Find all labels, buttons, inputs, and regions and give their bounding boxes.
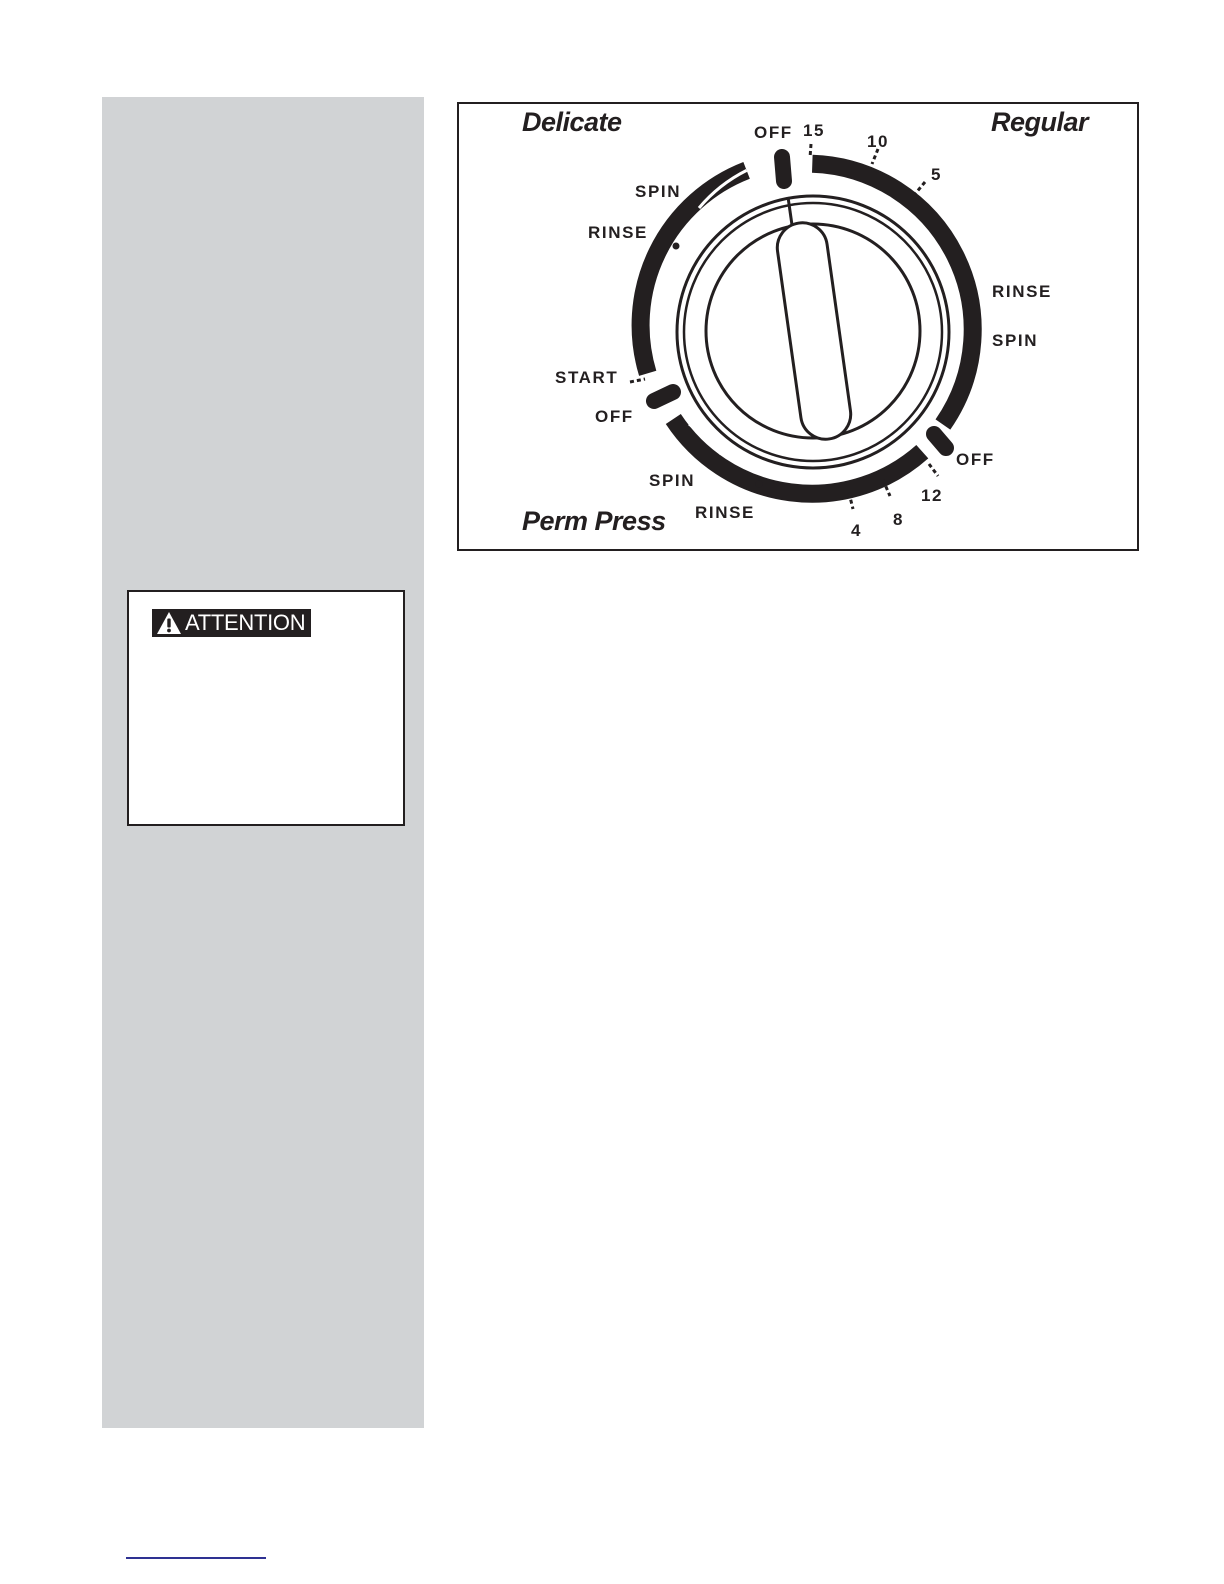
label-regular-10: 10 [867,132,890,151]
warning-triangle-icon [156,611,182,635]
label-regular-15: 15 [803,121,826,140]
attention-label: ATTENTION [185,610,306,635]
label-top-off: OFF [754,123,793,142]
attention-box [127,590,405,826]
dial-figure [457,102,1139,551]
cycle-title-perm-press: Perm Press [522,506,666,536]
footer-rule [126,1557,266,1559]
attention-badge [152,609,311,637]
label-regular-spin: SPIN [992,331,1039,350]
cycle-title-regular: Regular [991,107,1089,137]
label-perm-4: 4 [851,521,863,540]
cycle-title-delicate: Delicate [522,107,622,137]
off-marker-left [654,392,673,401]
label-perm-rinse: RINSE [695,503,755,522]
label-regular-off: OFF [956,450,995,469]
label-delicate-rinse: RINSE [588,223,648,242]
dial-knob [677,196,949,468]
label-delicate-off: OFF [595,407,634,426]
off-marker-right [934,434,946,448]
label-perm-12: 12 [921,486,944,505]
dial-illustration [459,104,1137,549]
label-regular-5: 5 [931,165,943,184]
label-regular-rinse: RINSE [992,282,1052,301]
label-perm-spin: SPIN [649,471,696,490]
label-delicate-start: START [555,368,619,387]
label-perm-8: 8 [893,510,905,529]
label-delicate-spin: SPIN [635,182,682,201]
off-marker-top [782,157,784,181]
